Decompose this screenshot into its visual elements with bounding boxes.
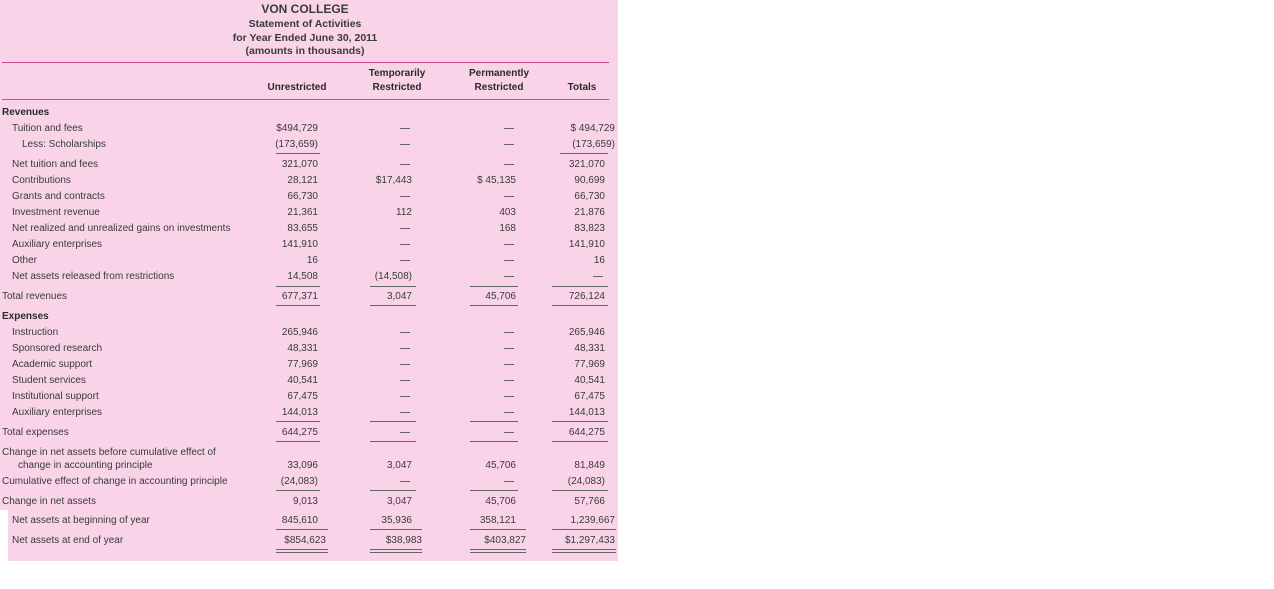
em-dash-mark — [400, 164, 410, 165]
revenue-row-temp-restricted — [400, 223, 412, 235]
double-underline — [470, 552, 526, 553]
total-expenses-perm-restricted — [504, 427, 516, 439]
revenue-row-perm-restricted: 403 — [499, 207, 516, 218]
em-dash-mark — [400, 260, 410, 261]
em-dash-mark — [593, 276, 603, 277]
total-revenues-unrestricted: 677,371 — [281, 291, 318, 302]
expense-row-label: Auxiliary enterprises — [12, 407, 103, 418]
revenue-row-label: Net assets released from restrictions — [12, 271, 175, 282]
em-dash-mark — [504, 244, 514, 245]
col-header-unrestricted: Unrestricted — [267, 82, 327, 93]
beginning-total: 1,239,667 — [570, 515, 615, 526]
subtotal-rule — [276, 153, 320, 154]
revenue-row-unrestricted: 66,730 — [287, 191, 318, 202]
revenue-row-temp-restricted — [400, 159, 412, 171]
expense-row-total: 40,541 — [574, 375, 605, 386]
double-underline — [470, 549, 526, 550]
total-underline — [470, 441, 518, 442]
statement-units: (amounts in thousands) — [245, 45, 365, 57]
revenue-row-temp-restricted: (14,508) — [374, 271, 412, 282]
change-before-label-line1: Change in net assets before cumulative effect of — [2, 447, 216, 458]
revenue-row-perm-restricted — [504, 255, 516, 267]
em-dash-mark — [504, 348, 514, 349]
expense-row-perm-restricted — [504, 407, 516, 419]
em-dash-mark — [400, 432, 410, 433]
revenue-row-label: Auxiliary enterprises — [12, 239, 103, 250]
double-underline — [552, 549, 616, 550]
revenue-row-perm-restricted — [504, 159, 516, 171]
revenue-row-perm-restricted — [504, 139, 516, 151]
subtotal-rule — [560, 153, 608, 154]
total-rule — [470, 529, 526, 530]
revenue-row-temp-restricted — [400, 239, 412, 251]
change-net-assets-temp-restricted: 3,047 — [386, 496, 412, 507]
expense-row-perm-restricted — [504, 343, 516, 355]
em-dash-mark — [504, 380, 514, 381]
change-net-assets-unrestricted: 9,013 — [292, 496, 318, 507]
em-dash-mark — [400, 244, 410, 245]
expense-row-temp-restricted — [400, 327, 412, 339]
expense-row-total: 265,946 — [568, 327, 605, 338]
header-rule — [2, 99, 609, 100]
end-temp-restricted: $38,983 — [385, 535, 422, 546]
expense-row-unrestricted: 67,475 — [287, 391, 318, 402]
total-underline — [276, 441, 320, 442]
em-dash-mark — [504, 144, 514, 145]
expense-row-unrestricted: 77,969 — [287, 359, 318, 370]
em-dash-mark — [504, 260, 514, 261]
change-before-label-line2: change in accounting principle — [18, 460, 153, 471]
total-underline — [370, 305, 416, 306]
cumulative-effect-temp-restricted — [400, 476, 412, 488]
revenue-row-perm-restricted — [504, 239, 516, 251]
revenue-row-unrestricted: 14,508 — [287, 271, 318, 282]
total-rule — [276, 490, 320, 491]
total-underline — [552, 305, 608, 306]
em-dash-mark — [400, 332, 410, 333]
em-dash-mark — [400, 228, 410, 229]
revenue-row-perm-restricted: $ 45,135 — [477, 175, 516, 186]
change-before-unrestricted: 33,096 — [287, 460, 318, 471]
expense-row-label: Sponsored research — [12, 343, 103, 354]
total-rule — [276, 286, 320, 287]
revenue-row-perm-restricted — [504, 191, 516, 203]
revenue-row-unrestricted: $494,729 — [276, 123, 318, 134]
em-dash-mark — [504, 412, 514, 413]
em-dash-mark — [400, 380, 410, 381]
expense-row-total: 48,331 — [574, 343, 605, 354]
change-before-perm-restricted: 45,706 — [485, 460, 516, 471]
revenue-row-temp-restricted: $17,443 — [375, 175, 412, 186]
end-perm-restricted: $403,827 — [484, 535, 526, 546]
revenue-row-unrestricted: (173,659) — [275, 139, 318, 150]
total-underline — [370, 441, 416, 442]
em-dash-mark — [504, 332, 514, 333]
revenue-row-perm-restricted — [504, 271, 516, 283]
total-rule — [370, 286, 416, 287]
expense-row-label: Academic support — [12, 359, 93, 370]
revenue-row-label: Less: Scholarships — [22, 139, 106, 150]
revenue-row-total: 90,699 — [574, 175, 605, 186]
total-rule — [370, 421, 416, 422]
expense-row-perm-restricted — [504, 359, 516, 371]
revenue-row-unrestricted: 16 — [306, 255, 318, 266]
em-dash-mark — [504, 396, 514, 397]
total-rule — [470, 286, 518, 287]
beginning-net-assets-label: Net assets at beginning of year — [12, 515, 150, 526]
revenue-row-label: Grants and contracts — [12, 191, 105, 202]
expense-row-unrestricted: 40,541 — [287, 375, 318, 386]
total-underline — [276, 305, 320, 306]
revenue-row-label: Net tuition and fees — [12, 159, 99, 170]
revenue-row-unrestricted: 141,910 — [281, 239, 318, 250]
revenue-row-total — [593, 271, 605, 283]
revenue-row-unrestricted: 321,070 — [281, 159, 318, 170]
revenue-row-total: 141,910 — [568, 239, 605, 250]
revenue-row-unrestricted: 28,121 — [287, 175, 318, 186]
total-rule — [552, 490, 608, 491]
change-before-temp-restricted: 3,047 — [386, 460, 412, 471]
em-dash-mark — [400, 481, 410, 482]
expense-row-perm-restricted — [504, 327, 516, 339]
expense-row-unrestricted: 265,946 — [281, 327, 318, 338]
total-rule — [470, 490, 518, 491]
em-dash-mark — [504, 481, 514, 482]
title-rule — [2, 62, 609, 63]
total-revenues-perm-restricted: 45,706 — [485, 291, 516, 302]
expense-row-unrestricted: 144,013 — [281, 407, 318, 418]
revenue-row-label: Net realized and unrealized gains on investments — [12, 223, 231, 234]
double-underline — [370, 549, 422, 550]
revenue-row-temp-restricted: 112 — [396, 207, 412, 218]
total-rule — [370, 490, 416, 491]
revenue-row-label: Other — [12, 255, 38, 266]
expense-row-label: Student services — [12, 375, 86, 386]
expense-row-label: Instruction — [12, 327, 59, 338]
revenue-row-label: Investment revenue — [12, 207, 100, 218]
end-unrestricted: $854,623 — [284, 535, 326, 546]
em-dash-mark — [504, 364, 514, 365]
revenue-row-temp-restricted — [400, 255, 412, 267]
end-total: $1,297,433 — [564, 535, 615, 546]
revenue-row-unrestricted: 21,361 — [287, 207, 318, 218]
org-title: VON COLLEGE — [261, 2, 349, 16]
revenue-row-label: Tuition and fees — [12, 123, 83, 134]
em-dash-mark — [400, 144, 410, 145]
col-header-temp-line2: Restricted — [372, 82, 422, 93]
expense-row-temp-restricted — [400, 343, 412, 355]
em-dash-mark — [400, 348, 410, 349]
expense-row-total: 144,013 — [568, 407, 605, 418]
em-dash-mark — [400, 412, 410, 413]
cumulative-effect-perm-restricted — [504, 476, 516, 488]
double-underline — [370, 552, 422, 553]
expense-row-label: Institutional support — [12, 391, 99, 402]
statement-period: for Year Ended June 30, 2011 — [232, 32, 378, 44]
total-expenses-temp-restricted — [400, 427, 412, 439]
total-revenues-label: Total revenues — [2, 291, 68, 302]
revenue-row-unrestricted: 83,655 — [287, 223, 318, 234]
col-header-perm-line2: Restricted — [474, 82, 524, 93]
revenue-row-perm-restricted — [504, 123, 516, 135]
revenue-row-total: $ 494,729 — [570, 123, 615, 134]
change-net-assets-perm-restricted: 45,706 — [485, 496, 516, 507]
total-expenses-total: 644,275 — [568, 427, 605, 438]
beginning-unrestricted: 845,610 — [281, 515, 318, 526]
col-header-temp-line1: Temporarily — [368, 68, 426, 79]
statement-title: Statement of Activities — [248, 18, 362, 30]
revenue-row-temp-restricted — [400, 139, 412, 151]
end-net-assets-label: Net assets at end of year — [12, 535, 124, 546]
total-expenses-unrestricted: 644,275 — [281, 427, 318, 438]
revenue-row-perm-restricted: 168 — [499, 223, 516, 234]
revenue-row-total: 83,823 — [574, 223, 605, 234]
em-dash-mark — [504, 164, 514, 165]
em-dash-mark — [504, 276, 514, 277]
revenue-row-total: 21,876 — [574, 207, 605, 218]
total-rule — [552, 286, 608, 287]
expense-row-perm-restricted — [504, 391, 516, 403]
revenues-heading: Revenues — [2, 107, 50, 118]
total-revenues-total: 726,124 — [568, 291, 605, 302]
double-underline — [276, 552, 328, 553]
double-underline — [276, 549, 328, 550]
total-rule — [552, 421, 608, 422]
expense-row-temp-restricted — [400, 375, 412, 387]
total-rule — [470, 421, 518, 422]
revenue-row-label: Contributions — [12, 175, 71, 186]
revenue-row-total: (173,659) — [572, 139, 615, 150]
total-rule — [276, 529, 328, 530]
revenue-row-total: 16 — [593, 255, 605, 266]
total-revenues-temp-restricted: 3,047 — [386, 291, 412, 302]
cumulative-effect-total: (24,083) — [567, 476, 605, 487]
expense-row-total: 67,475 — [574, 391, 605, 402]
expense-row-temp-restricted — [400, 359, 412, 371]
expense-row-temp-restricted — [400, 407, 412, 419]
em-dash-mark — [400, 128, 410, 129]
beginning-temp-restricted: 35,936 — [381, 515, 412, 526]
revenue-row-temp-restricted — [400, 191, 412, 203]
total-underline — [470, 305, 518, 306]
em-dash-mark — [400, 196, 410, 197]
total-expenses-label: Total expenses — [2, 427, 69, 438]
em-dash-mark — [400, 396, 410, 397]
expense-row-unrestricted: 48,331 — [287, 343, 318, 354]
revenue-row-total: 321,070 — [568, 159, 605, 170]
em-dash-mark — [504, 196, 514, 197]
change-net-assets-label: Change in net assets — [2, 496, 96, 507]
expenses-heading: Expenses — [2, 311, 49, 322]
em-dash-mark — [504, 128, 514, 129]
expense-row-temp-restricted — [400, 391, 412, 403]
total-rule — [276, 421, 320, 422]
double-underline — [552, 552, 616, 553]
revenue-row-temp-restricted — [400, 123, 412, 135]
total-rule — [552, 529, 616, 530]
beginning-perm-restricted: 358,121 — [479, 515, 516, 526]
total-underline — [552, 441, 608, 442]
em-dash-mark — [400, 364, 410, 365]
change-before-total: 81,849 — [574, 460, 605, 471]
expense-row-perm-restricted — [504, 375, 516, 387]
expense-row-total: 77,969 — [574, 359, 605, 370]
total-rule — [370, 529, 422, 530]
cumulative-effect-unrestricted: (24,083) — [280, 476, 318, 487]
change-net-assets-total: 57,766 — [574, 496, 605, 507]
cumulative-effect-label: Cumulative effect of change in accounting principle — [2, 476, 228, 487]
em-dash-mark — [504, 432, 514, 433]
col-header-perm-line1: Permanently — [468, 68, 530, 79]
col-header-totals: Totals — [567, 82, 597, 93]
revenue-row-total: 66,730 — [574, 191, 605, 202]
